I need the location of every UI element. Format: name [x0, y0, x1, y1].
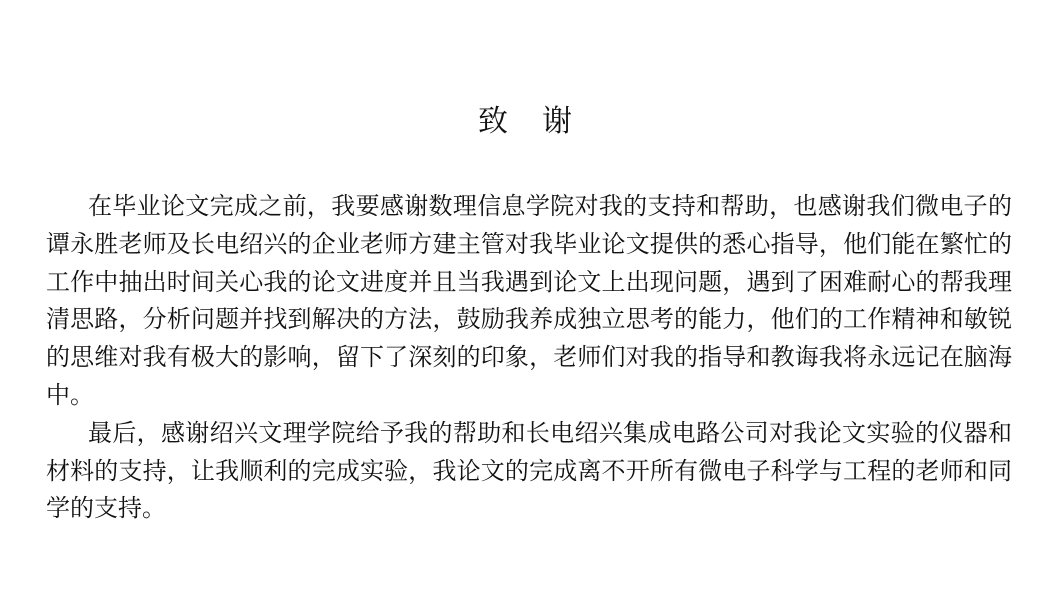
- page-title: 致谢: [478, 104, 606, 139]
- acknowledgement-body: [46, 188, 1012, 528]
- paragraph-1: 在毕业论文完成之前，我要感谢数理信息学院对我的支持和帮助，也感谢我们微电子的谭永胜老师及长电绍兴的企业老师方建主管对我毕业论文提供的悉心指导，他们能在繁忙的工作中抽出时间关心我的论文进度并且当我遇到论文上出现问题，遇到了困难耐心的帮我理清思路，分析问题并找到解决的方法，鼓励我养成独立思考的能力，他们的工作精神和敏锐的思维对我有极大的影响，留下了深刻的印象，老师们对我的指导和教诲我将永远记在脑海中。: [46, 192, 1012, 409]
- paragraph-2: 最后，感谢绍兴文理学院给予我的帮助和长电绍兴集成电路公司对我论文实验的仪器和材料的支持，让我顺利的完成实验，我论文的完成离不开所有微电子科学与工程的老师和同学的支持。: [46, 418, 1012, 523]
